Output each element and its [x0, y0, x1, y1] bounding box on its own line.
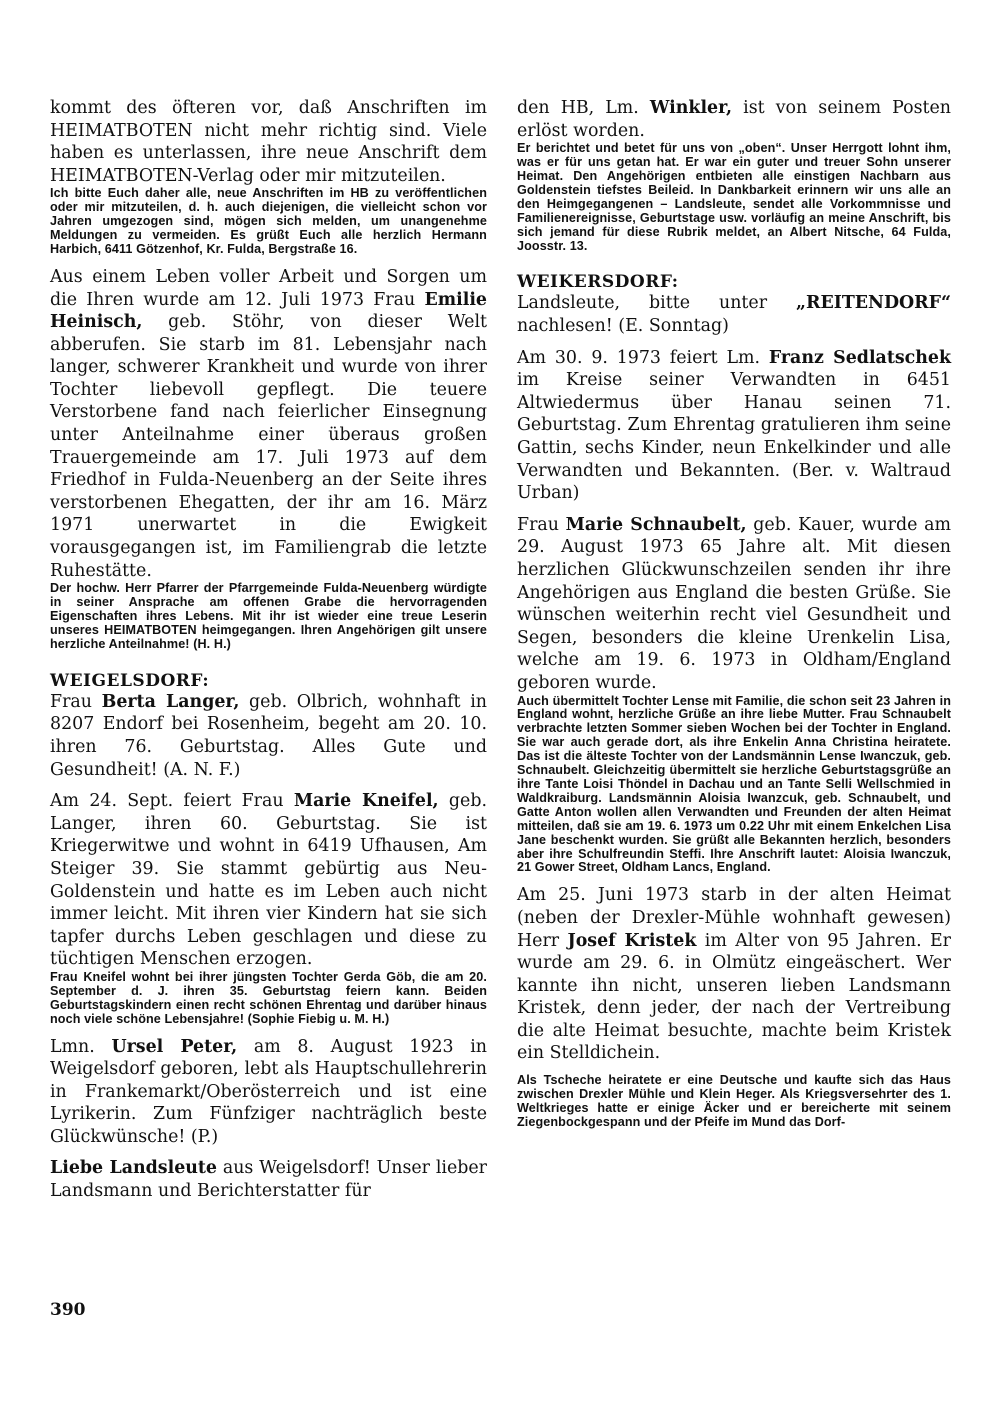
winkler-b: ist von seinem Posten erlöst worden. [517, 98, 952, 141]
obituary-heinisch-small: Der hochw. Herr Pfarrer der Pfarrgemeinde Fulda-Neuenberg würdigte in seiner Ansprache am offenen Grabe die hervorragenden Eigenschaften ihres Lebens. Mit ihr ist wieder eine treue Leserin unseres HEIMATBOTEN heimgegangen. Ihren Angehörigen gilt unsere herzliche Anteilnahme! (H. H.) [50, 581, 487, 651]
heading-weikersdorf: WEIKERSDORF: [517, 272, 679, 293]
winkler-small-a: Er berichtet und betet für uns von „oben“. Unser Herrgott lohnt ihm, was er für uns getan hat. Er war ein guter und treuer Sohn unserer Heimat. Den Angehörigen entbieten alle einstigen Nachbarn aus Goldenstein tiefstes Beileid. In Dankbarkeit erinnern wir uns alle an den Heimgegangenen – Landsleute, sendet alle Vorkommnisse und Familienereignisse, Geburtstage usw. vorläufig an meine Anschrift, bis sich jemand für diese Rubrik meldet, an [517, 141, 951, 239]
birthday-langer-b: geb. Olbrich, wohnhaft in 8207 Endorf bei Rosenheim, begeht am 20. 10. ihren 76. Geburtstag. Alles Gute und Gesundheit! (A. N. F.) [50, 691, 487, 780]
winkler-name: Winkler, [649, 98, 733, 118]
birthday-sedlatschek-paragraph [517, 347, 951, 505]
author-name: Hermann Harbich, [50, 228, 487, 256]
landsleute-lead: Liebe Landsleute [50, 1158, 217, 1179]
obituary-kristek-b: im Alter von 95 Jahren. Er wurde am 29. 6. in Olmütz eingeäschert. Wer kannte ihn nicht, unseren lieben Landsmann Kristek, denn jeder, der nach der Vertreibung die alte Heimat besuchte, machte beim Kristek ein Stelldichein. [517, 930, 951, 1064]
obituary-kristek-paragraph [517, 884, 951, 1065]
schnaubelt-small [517, 695, 951, 876]
birthday-schnaubelt-name: Marie Schnaubelt, [565, 514, 747, 535]
schnaubelt-small-b: in Dachau und an Tante [667, 776, 826, 791]
birthday-peter-a: Lmn. [50, 1036, 112, 1057]
reitendorf-paragraph [517, 292, 951, 337]
heading-weigelsdorf: WEIGELSDORF: [50, 670, 210, 691]
birthday-sedlatschek-a: Am 30. 9. 1973 feiert Lm. [517, 347, 769, 368]
reitendorf-b: nachlesen! (E. Sonntag) [517, 316, 729, 337]
winkler-a: den HB, Lm. [517, 98, 650, 118]
reitendorf-name: „REITENDORF“ [796, 293, 951, 314]
obituary-heinisch-b: geb. Stöhr, von dieser Welt abberufen. Sie starb im 81. Lebensjahr nach langer, schwerer Krankheit und wurde von ihrer Tochter liebevoll gepflegt. Die teuere Verstorbene fand nach feierlicher Einsegnung unter Anteilnahme einer überaus großen Trauergemeinde am 17. Juli 1973 auf dem Friedhof in Fulda-Neuenberg an der Seite ihres verstorbenen Ehegatten, der ihr am 16. März 1971 unerwartet in die Ewigkeit vorausgegangen ist, im Familiengrab die letzte Ruhestätte. [50, 312, 487, 581]
birthday-kneifel-paragraph [50, 790, 487, 971]
birthday-peter-b: am 8. August 1923 in Weigelsdorf geboren, lebt als Hauptschullehrerin in Frankemarkt/Oberösterreich und ist eine Lyrikerin. Zum Fünfziger nachträglich beste Glückwünsche! (P.) [50, 1036, 488, 1147]
right-column [517, 97, 951, 1130]
birthday-langer-name: Berta Langer, [101, 691, 240, 712]
author-address: 6411 Götzenhof, Kr. Fulda, Bergstraße 16. [101, 242, 358, 256]
winkler-paragraph [517, 97, 951, 142]
birthday-kneifel-name: Marie Kneifel, [293, 791, 439, 812]
address-notice-small-a: Ich bitte Euch daher alle, neue Anschriften im HB zu veröffentlichen oder mir mitzuteilen, d. h. auch diejenigen, die vielleicht schon vor Jahren umgezogen sind, mögen sich melden, um unangenehme Meldungen zu vermeiden. Es grüßt Euch alle herzlich [50, 186, 487, 243]
birthday-kneifel-b: geb. Langer, ihren 60. Geburtstag. Sie ist Kriegerwitwe und wohnt in 6419 Ufhausen, Am Steiger 39. Sie stammt gebürtig aus Neu-Goldenstein und hatte es im Leben auch nicht immer leicht. Mit ihren vier Kindern hat sie sich tapfer durchs Leben geschlagen und diese zu tüchtigen Menschen erzogen. [50, 791, 487, 970]
schnaubelt-small-a: Auch übermittelt Tochter Lense mit Familie, die schon seit 23 Jahren in England wohnt, herzliche Grüße an ihre liebe Mutter. Frau Schnaubelt verbrachte letzten Sommer sieben Wochen bei der Tochter in England. Sie war auch gerade dort, als ihre Enkelin Anna Christina heiratete. Das ist die älteste Tochter von der Landsmännin Lense Iwanczuk, geb. Schnaubelt. Gleichzeitig übermittelt sie herzliche Geburtstagsgrüße an ihre Tante [517, 693, 951, 791]
birthday-schnaubelt-b: geb. Kauer, wurde am 29. August 1973 65 Jahre alt. Mit diesen herzlichen Glückwunschzeilen senden ihr ihre Angehörigen aus England die besten Grüße. Sie wünschen weiterhin recht viel Gesundheit und Segen, besonders die kleine Urenkelin Lisa, welche am 19. 6. 1973 in Oldham/England geboren wurde. [517, 514, 951, 693]
address-notice-small-text [50, 187, 487, 257]
birthday-schnaubelt-a: Frau [517, 514, 566, 535]
obituary-heinisch-name: Emilie Heinisch, [50, 289, 487, 333]
birthday-kneifel-small: Frau Kneifel wohnt bei ihrer jüngsten Tochter Gerda Göb, die am 20. September d. J. ihren 35. Geburtstag feiern kann. Beiden Geburtstagskindern einen recht schönen Ehrentag und darüber hinaus noch viele schöne Lebensjahre! (Sophie Fiebig u. M. H.) [50, 969, 487, 1026]
schnaubelt-small-c: in Waldkraiburg. Landsmännin Aloisia Iwanzcuk, geb. Schnaubelt, und Gatte Anton wollen allen Verwandten und Freunden der alten Heimat mitteilen, daß sie am 19. 6. 1973 um 0.22 Uhr mit einem Enkelchen [517, 776, 951, 833]
birthday-peter-name: Ursel Peter, [111, 1036, 238, 1057]
birthday-kneifel-a: Am 24. Sept. feiert Frau [50, 791, 294, 812]
obituary-kristek-a: Am 25. Juni 1973 starb in der alten Heimat (neben der Drexler-Mühle wohnhaft gewesen) Herr [517, 885, 951, 951]
address-notice-paragraph: kommt des öfteren vor, daß Anschriften im HEIMATBOTEN nicht mehr richtig sind. Viele haben es unterlassen, ihre neue Anschrift dem HEIMATBOTEN-Verlag oder mir mitzuteilen. [50, 98, 487, 186]
landsleute-text: aus Weigelsdorf! Unser lieber Landsmann und Berichterstatter für [50, 1158, 487, 1202]
nitsche-name: Albert Nitsche, [789, 224, 884, 239]
lisa-jane-name: Lisa Jane [517, 818, 951, 847]
birthday-langer-a: Frau [50, 691, 102, 712]
left-column [50, 97, 487, 1203]
nitsche-address: 64 Fulda, Joosstr. 13. [517, 224, 951, 253]
winkler-small [517, 142, 951, 253]
reitendorf-a: Landsleute, bitte unter [517, 293, 797, 314]
birthday-schnaubelt-paragraph [517, 514, 951, 695]
obituary-heinisch-a: Aus einem Leben voller Arbeit und Sorgen um die Ihren wurde am 12. Juli 1973 Frau [50, 266, 487, 310]
wellschmied-name: Selli Wellschmied [825, 776, 935, 791]
birthday-langer-paragraph [50, 691, 487, 781]
obituary-kristek-name: Josef Kristek [567, 930, 697, 951]
schnaubelt-small-d: beschenkt wurden. Sie grüßt alle Bekannten herzlich, besonders aber ihre Schulfreundin Steffi. Ihre Anschrift lautet: Aloisia Iwanczuk, 21 Gower Street, Oldham Lancs, England. [517, 832, 951, 875]
thoendel-name: Loisi Thöndel [583, 776, 668, 791]
birthday-peter-paragraph [50, 1036, 487, 1149]
kristek-small: Als Tscheche heiratete er eine Deutsche und kaufte sich das Haus zwischen Drexler Mühle und Klein Heger. Als Kriegsversehrter des 1. Weltkrieges hatte er einige Äcker und er bereicherte mit seinem Ziegenbockgespann und der Pfeife im Mund das Dorf- [517, 1073, 951, 1129]
landsleute-paragraph [50, 1157, 487, 1202]
birthday-sedlatschek-b: im Kreise seiner Verwandten in 6451 Altwiedermus über Hanau seinen 71. Geburtstag. Zum Ehrentag gratulieren ihm seine Gattin, sechs Kinder, neun Enkelkinder und alle Verwandten und Bekannten. (Ber. v. Waltraud Urban) [517, 370, 951, 504]
page-number: 390 [50, 1300, 86, 1320]
birthday-sedlatschek-name: Franz Sedlatschek [768, 347, 951, 368]
obituary-heinisch-paragraph [50, 266, 487, 582]
